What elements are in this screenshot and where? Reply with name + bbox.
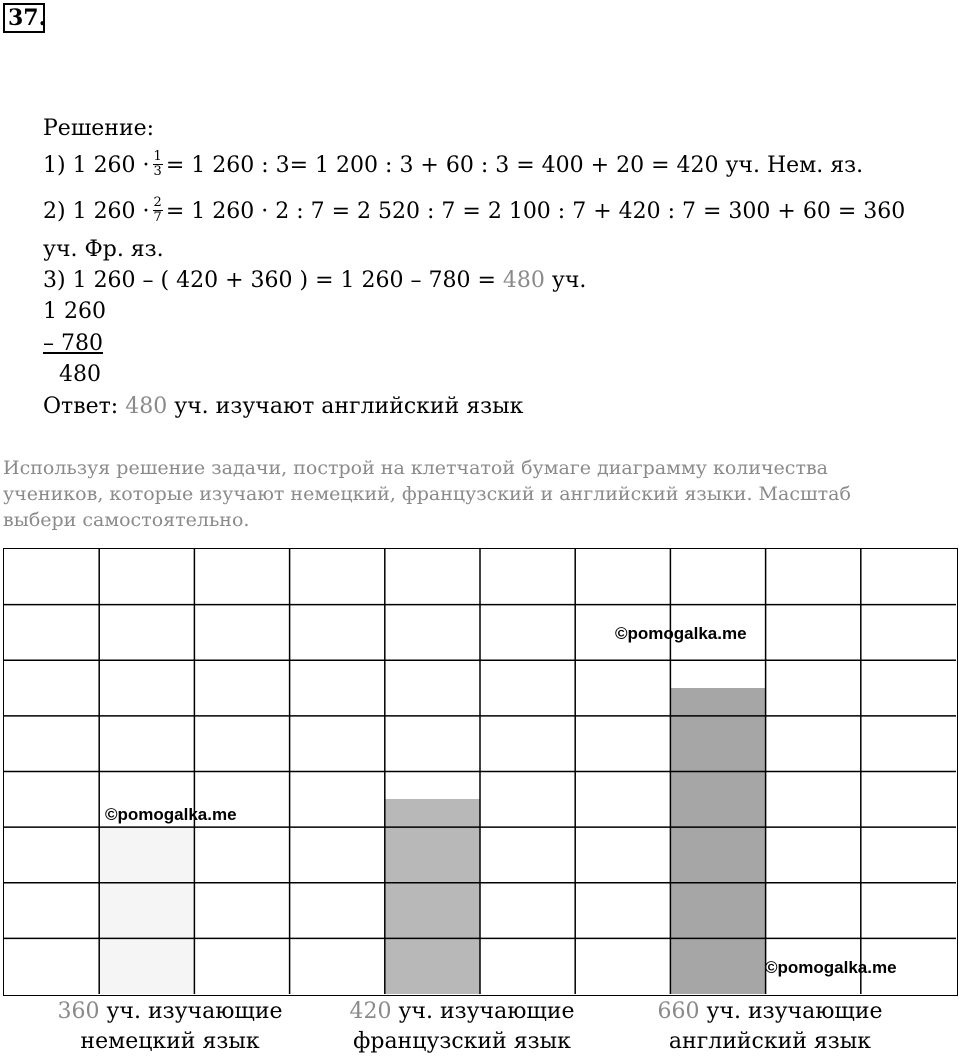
solution-step-2-cont: уч. Фр. яз. xyxy=(43,237,164,262)
caption-french-value: 420 xyxy=(349,999,392,1024)
column-top: 1 260 xyxy=(43,299,106,324)
fraction-two-sevenths xyxy=(153,196,163,225)
caption-french-text: уч. изучающие xyxy=(391,999,575,1024)
fraction-denominator: 3 xyxy=(153,163,162,179)
answer-label: Ответ: xyxy=(43,394,126,419)
caption-english-line2: английский язык xyxy=(668,1029,872,1054)
fraction-numerator: 1 xyxy=(153,148,162,164)
solution-heading: Решение: xyxy=(43,116,155,141)
caption-english-value: 660 xyxy=(657,999,700,1024)
grid-lines xyxy=(4,549,956,994)
fraction-one-third xyxy=(153,150,163,179)
step-2-prefix: 2) 1 260 · xyxy=(43,199,150,224)
caption-french-line1 xyxy=(302,997,622,1027)
chart-grid xyxy=(3,548,958,996)
task-statement: Используя решение задачи, построй на клетчатой бумаге диаграмму количества учеников, которые изучают немецкий, французский и английский языки. Масштаб выбери самостоятельно. xyxy=(3,457,851,531)
answer-text: уч. изучают английский язык xyxy=(167,394,524,419)
step-2-rest: = 1 260 · 2 : 7 = 2 520 : 7 = 2 100 : 7 + 420 : 7 = 300 + 60 = 360 xyxy=(165,199,906,224)
watermark: ©pomogalka.me xyxy=(615,624,747,643)
caption-french xyxy=(302,997,622,1057)
step-3-text: 3) 1 260 – ( 420 + 360 ) = 1 260 – 780 = xyxy=(43,268,503,293)
step-1-prefix: 1) 1 260 · xyxy=(43,153,150,178)
watermark: ©pomogalka.me xyxy=(765,958,897,977)
fraction-denominator: 7 xyxy=(153,209,162,225)
answer-value: 480 xyxy=(125,394,168,419)
fraction-numerator: 2 xyxy=(153,194,162,210)
watermark: ©pomogalka.me xyxy=(105,805,237,824)
task-number: 37. xyxy=(3,3,45,33)
caption-english-text: уч. изучающие xyxy=(699,999,883,1024)
caption-german-value: 360 xyxy=(57,999,100,1024)
caption-english-line1 xyxy=(610,997,930,1027)
caption-german xyxy=(10,997,330,1057)
solution-step-2 xyxy=(43,194,906,227)
caption-french-line2: французский язык xyxy=(353,1029,571,1054)
caption-german-text: уч. изучающие xyxy=(99,999,283,1024)
column-result: 480 xyxy=(59,362,101,387)
step-3-unit: уч. xyxy=(544,268,587,293)
step-1-rest: = 1 260 : 3= 1 200 : 3 + 60 : 3 = 400 + 20 = 420 уч. Нем. яз. xyxy=(165,153,864,178)
step-3-value: 480 xyxy=(502,268,545,293)
solution-step-3 xyxy=(43,266,586,296)
caption-german-line1 xyxy=(10,997,330,1027)
caption-german-line2: немецкий язык xyxy=(80,1029,260,1054)
caption-english xyxy=(610,997,930,1057)
solution-step-1 xyxy=(43,148,864,181)
column-subtrahend: – 780 xyxy=(43,331,103,356)
answer-line xyxy=(43,392,523,422)
